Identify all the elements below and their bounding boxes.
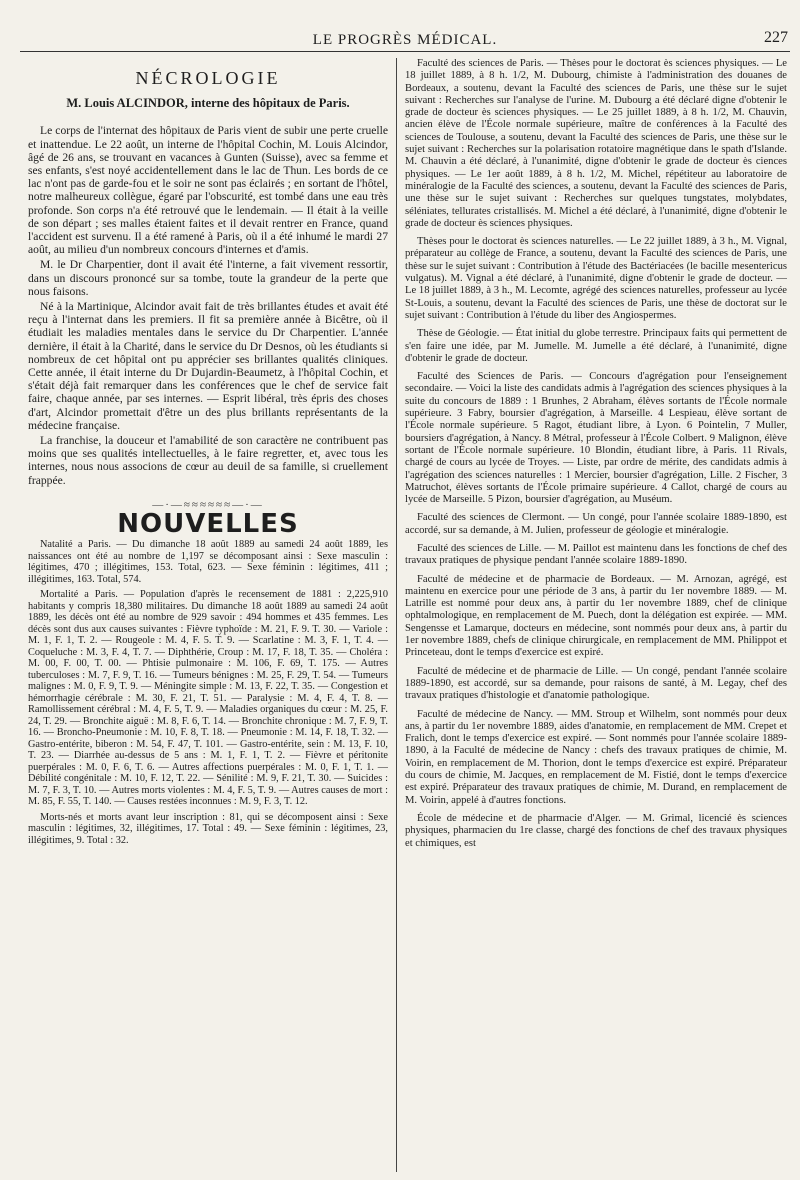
page-number: 227 — [764, 29, 788, 46]
section-ornament: —·—≈≈≈≈≈≈—·— — [152, 498, 264, 511]
obituary-paragraph: La franchise, la douceur et l'amabilité de son caractère ne contribuent pas moins que ses qualités intellectuelles, à le faire regretter, et, avec tous les internes, nous nous associons de cœur au deuil de sa famille, si cruellement frappée. — [28, 434, 388, 487]
right-paragraph: Faculté des Sciences de Paris. — Concours d'agrégation pour l'enseignement secondaire. — Voici la liste des candidats admis à l'agrégation des sciences physiques à la suite du concours de 1889 : 1 Brunhes, 2 Abraham, élèves sortants de l'École normale supérieure. 3 Fabry, boursier d'agrégation, à Marseille. 4 Lespieau, élève sortant de l'École normale supérieure. 5 Ragot, étudiant libre, à Lyon. 6 Pointelin, 7 Muller, boursiers d'agrégation, à Nancy. 8 Métral, professeur à l'École Colbert. 9 Malignon, élève sortant de l'École normale supérieure. 10 Blondin, étudiant libre, à Paris. 11 Rivals, chargé de cours au lycée de Troyes. — Liste, par ordre de mérite, des candidats admis à l'agrégation des sciences naturelles : 1 Mercier, boursier d'agrégation, Lille. 2 Fischer, 3 Matruchot, élèves sortants de l'École primaire supérieure. 4 Callot, chargé de cours au lycée de Marseille. 5 Pizon, boursier d'agrégation, au Muséum. — [405, 371, 787, 506]
right-paragraph: Faculté de médecine et de pharmacie de Bordeaux. — M. Arnozan, agrégé, est maintenu en exercice pour une période de 3 ans, à partir du 1er novembre 1889. — M. Latrille est nommé pour deux ans, à partir du 1er novembre 1889, chef de clinique ophtalmologique, en remplacement de M. Puech, dont la délégation est expirée. — MM. Sengensse et Lamarque, docteurs en médecine, sont nommés pour deux ans, à partir du 1er novembre 1889, chefs de clinique chirurgicale, en remplacement de MM. Philippot et Princeteau, dont le temps d'exercice est expiré. — [405, 573, 787, 659]
left-column — [28, 58, 388, 1172]
right-paragraph: Faculté des sciences de Paris. — Thèses pour le doctorat ès sciences physiques. — Le 18 juillet 1889, à 8 h. 1/2, M. Dubourg, chimiste à l'administration des douanes de Bordeaux, a soutenu, devant la Faculté des sciences de Paris, une thèse sur le sujet suivant : Recherches sur l'analyse de l'urine. M. Dubourg a été déclaré digne d'obtenir le grade de docteur ès sciences physiques. — Le 25 juillet 1889, à 8 h. 1/2, M. Chauvin, ancien élève de l'École normale supérieure, maître de conférences à la Faculté des sciences de Toulouse, a soutenu, devant la Faculté des sciences de Paris, une thèse sur le sujet suivant : Recherches sur la polarisation rotatoire magnétique dans le spath d'Islande. M. Chauvin a été déclaré, à l'unanimité, digne d'obtenir le grade de docteur ès ciences physiques. — Le 1er août 1889, à 8 h. 1/2, M. Michel, répétiteur au laboratoire de minéralogie de la Faculté des sciences, a soutenu, devant la Faculté des sciences de Paris, une thèse sur le sujet suivant : Recherches sur quelques tungstates, molybdates, séléniates, tellurates cristallisés. M. Michel a été déclaré, à l'unanimité, digne d'obtenir le grade de docteur ès sciences physiques. — [405, 58, 787, 229]
necrologie-title: NÉCROLOGIE — [135, 68, 281, 88]
right-paragraph: Thèse de Géologie. — État initial du globe terrestre. Principaux faits qui permettent de s'en faire une idée, par M. Jumelle. M. Jumelle a été déclaré, à l'unanimité, digne d'obtenir le grade de docteur. — [405, 328, 787, 364]
right-paragraph: Thèses pour le doctorat ès sciences naturelles. — Le 22 juillet 1889, à 3 h., M. Vignal, préparateur au collège de France, a soutenu, devant la Faculté des sciences de Paris, une thèse sur le sujet suivant : Contribution à l'étude des Bactériacées (le bacille mesentericus vulgatus). M. Vignal a été déclaré, à l'unanimité, digne d'obtenir le grade de docteur. — Le 18 juillet 1889, à 3 h., M. Lecomte, agrégé des sciences naturelles, professeur au lycée St-Louis, a soutenu, devant la Faculté des sciences de Paris, une thèse de doctorat sur le sujet suivant : Contribution à l'étude du liber des Angiospermes. — [405, 236, 787, 321]
right-paragraph: Faculté de médecine et de pharmacie de Lille. — Un congé, pendant l'année scolaire 1889-1890, est accordé, sur sa demande, pour raisons de santé, à M. Legay, chef des travaux pratiques d'histologie et d'anatomie pathologique. — [405, 665, 787, 702]
news-block — [28, 539, 388, 846]
right-column — [405, 58, 787, 1172]
page-header — [20, 28, 790, 52]
right-paragraph: Faculté de médecine de Nancy. — MM. Stroup et Wilhelm, sont nommés pour deux ans, à partir du 1er novembre 1889, aides d'anatomie, en remplacement de MM. Crepet et Fralich, dont le temps d'exercice est expiré. — Sont nommés pour l'année scolaire 1889-1890, à la Faculté de médecine de Nancy : chefs des travaux pratiques de chimie, M. Voirin, en remplacement de M. Thorion, dont le temps d'exercice est expiré. Préparateur du cours de chimie, M. Jacques, en remplacement de M. Fistié, dont le temps d'exercice est expiré. Préparateur des travaux pratiques de chimie, M. Durand, en remplacement de M. Voirin, appelé à d'autres fonctions. — [405, 708, 787, 806]
right-paragraph: Faculté des sciences de Lille. — M. Paillot est maintenu dans les fonctions de chef des travaux pratiques de physique pendant l'année scolaire 1889-1890. — [405, 542, 787, 567]
obituary-paragraph: Né à la Martinique, Alcindor avait fait de très brillantes études et avait été reçu à l'internat dans les premiers. Il fit sa première année à Bicêtre, où il étudiait les maladies mentales dans le service du Dr Charpentier. L'année dernière, il était à la Charité, dans le service du Dr Desnos, où les étudiants si nombreux de cet hôpital ont pu apprécier ses brillantes qualités cliniques. Cette année, il était interne du Dr Dujardin-Beaumetz, à l'hôpital Cochin, et s'était déjà fait remarquer dans les conférences que le chef de service fait faire, chaque année, par ses internes. — Esprit libéral, très épris des choses d'art, Alcindor promettait d'être un des plus brillants représentants de la médecine française. — [28, 300, 388, 432]
obituary-heading: M. Louis ALCINDOR, interne des hôpitaux de Paris. — [66, 96, 350, 111]
news-paragraph: Mortalité a Paris. — Population d'après le recensement de 1881 : 2,225,910 habitants y compris 18,380 militaires. Du dimanche 18 août 1889 au samedi 24 août 1889, les décès ont été au nombre de 929 savoir : 494 hommes et 435 femmes. Les décès sont dus aux causes suivantes : Fièvre typhoïde : M. 21, F. 9. T. 30. — Variole : M. 1, F. 1, T. 2. — Rougeole : M. 4, F. 5. T. 9. — Scarlatine : M. 3, F. 1, T. 4. — Coqueluche : M. 3, F. 4, T. 7. — Diphthérie, Croup : M. 17, F. 18, T. 35. — Choléra : M. 00, F. 00, T. 00. — Phtisie pulmonaire : M. 106, F. 69, T. 175. — Autres tuberculoses : M. 7, F. 9, T. 16. — Tumeurs bénignes : M. 25, F. 29, T. 54. — Tumeurs malignes : M. 0, F. 9, T. 9. — Méningite simple : M. 13, F. 22, T. 35. — Congestion et hémorrhagie cérébrale : M. 30, F. 21, T. 51. — Paralysie : M. 4, F. 4, T. 8. — Ramollissement cérébral : M. 4, F. 5, T. 9. — Maladies organiques du cœur : M. 25, F. 24, T. 29. — Bronchite aiguë : M. 8, F. 6, T. 14. — Bronchite chronique : M. 7, F. 9, T. 16. — Broncho-Pneumonie : M. 10, F. 8, T. 18. — Pneumonie : M. 14, F. 18, T. 32. — Gastro-entérite, biberon : M. 54, F. 47, T. 101. — Gastro-entérite, sein : M. 13, F. 10, T. 23. — Diarrhée au-dessus de 5 ans : M. 1, F. 1, T. 2. — Fièvre et péritonite puerpérales : M. 0, F. 6, T. 6. — Autres affections puerpérales : M. 0, F. 1, T. 1. — Débilité congénitale : M. 10, F. 12, T. 22. — Sénilité : M. 9, F. 21, T. 30. — Suicides : M. 7, F. 3, T. 10. — Autres morts violentes : M. 4, F. 5, T. 9. — Autres causes de mort : M. 85, F. 55, T. 140. — Causes restées inconnues : M. 9, F. 3, T. 12. — [28, 589, 388, 808]
nouvelles-title: NOUVELLES — [117, 509, 299, 540]
column-divider — [396, 58, 397, 1172]
right-paragraph: École de médecine et de pharmacie d'Alger. — M. Grimal, licencié ès sciences physiques, pharmacien du 1re classe, chargé des fonctions de chef des travaux physiques et chimiques, est — [405, 812, 787, 849]
obituary-paragraph: Le corps de l'internat des hôpitaux de Paris vient de subir une perte cruelle et inattendue. Le 22 août, un interne de l'hôpital Cochin, M. Louis Alcindor, âgé de 26 ans, se trouvant en vacances à Gunten (Suisse), avec sa femme et ses enfants, s'est noyé accidentellement dans le lac de Thun. Les bords de ce lac n'ont pas de garde-fou et le soir ne sont pas éclairés ; en sortant de l'hôtel, notre malheureux collègue, égaré par l'obscurité, est tombé dans une eau très profonde. Son corps n'a été retrouvé que le lendemain. — Il était à la veille de son départ ; ses malles étaient faites et il devait rentrer en France, quand l'accident est survenu. Il a été ramené à Paris, où il a été inhumé le mardi 27 août, au milieu d'un nombreux concours d'internes et d'amis. — [28, 124, 388, 257]
news-paragraph: Natalité a Paris. — Du dimanche 18 août 1889 au samedi 24 août 1889, les naissances ont été au nombre de 1,197 se décomposant ainsi : Sexe masculin : légitimes, 470 ; illégitimes, 153. Total, 623. — Sexe féminin : légitimes, 411 ; illégitimes, 163. Total, 574. — [28, 539, 388, 585]
obituary-paragraph: M. le Dr Charpentier, dont il avait été l'interne, a fait vivement ressortir, dans un discours prononcé sur sa tombe, toute la grandeur de la perte que nous faisons. — [28, 258, 388, 298]
right-paragraph: Faculté des sciences de Clermont. — Un congé, pour l'année scolaire 1889-1890, est accordé, sur sa demande, à M. Julien, professeur de géologie et minéralogie. — [405, 512, 787, 536]
news-paragraph: Morts-nés et morts avant leur inscription : 81, qui se décomposent ainsi : Sexe masculin : légitimes, 32, illégitimes, 17. Total : 49. — Sexe féminin : légitimes, 23, illégitimes, 9. Total : 32. — [28, 811, 388, 846]
journal-title: LE PROGRÈS MÉDICAL. — [312, 32, 498, 48]
